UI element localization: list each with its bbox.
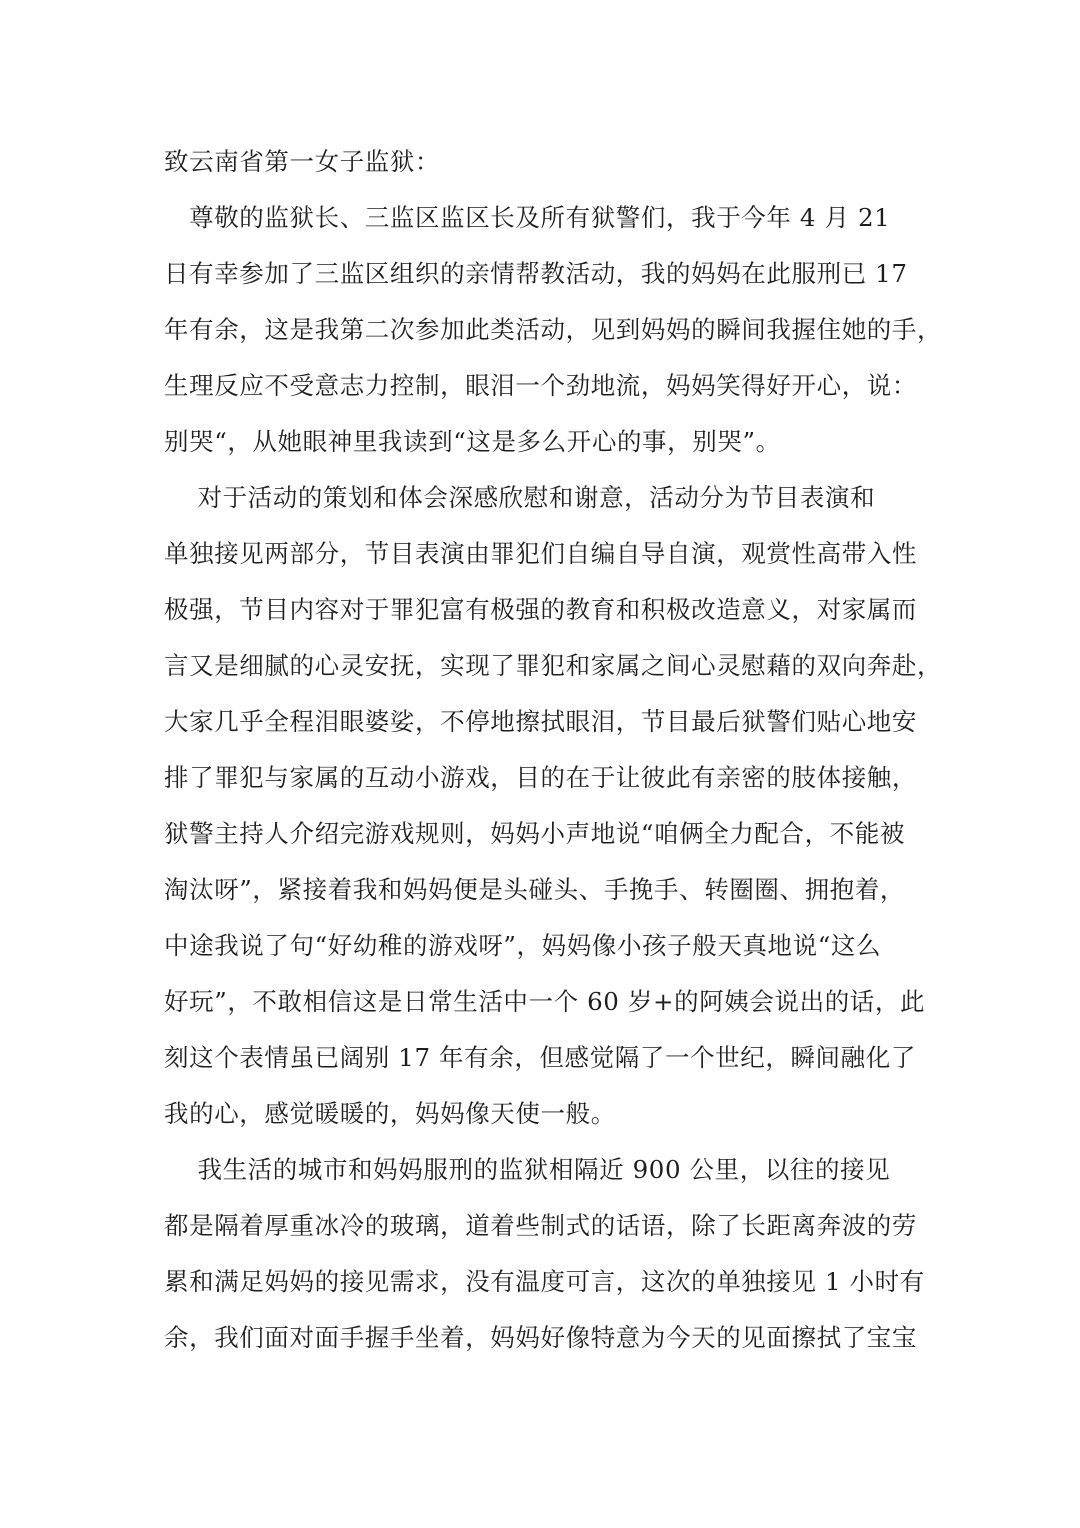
text-line: 极强，节目内容对于罪犯富有极强的教育和积极改造意义，对家属而: [164, 595, 917, 624]
text-line: 狱警主持人介绍完游戏规则，妈妈小声地说“咱俩全力配合，不能被: [164, 819, 906, 848]
text-line: 别哭“，从她眼神里我读到“这是多么开心的事，别哭”。: [164, 427, 781, 456]
letter-body: [164, 134, 943, 1366]
text-line: 言又是细腻的心灵安抚，实现了罪犯和家属之间心灵慰藉的双向奔赴，: [164, 651, 943, 680]
text-line: 单独接见两部分，节目表演由罪犯们自编自导自演，观赏性高带入性: [164, 539, 917, 568]
text-line: 日有幸参加了三监区组织的亲情帮教活动，我的妈妈在此服刑已 17: [164, 259, 908, 288]
text-line: 累和满足妈妈的接见需求，没有温度可言，这次的单独接见 1 小时有: [164, 1267, 925, 1296]
text-line: 尊敬的监狱长、三监区监区长及所有狱警们，我于今年 4 月 21: [164, 203, 891, 232]
text-line: 生理反应不受意志力控制，眼泪一个劲地流，妈妈笑得好开心，说：: [164, 371, 917, 400]
text-line: 我的心，感觉暖暖的，妈妈像天使一般。: [164, 1099, 616, 1128]
text-line: 刻这个表情虽已阔别 17 年有余，但感觉隔了一个世纪，瞬间融化了: [164, 1043, 916, 1072]
text-line: 排了罪犯与家属的互动小游戏，目的在于让彼此有亲密的肢体接触，: [164, 763, 917, 792]
text-line: 年有余，这是我第二次参加此类活动，见到妈妈的瞬间我握住她的手，: [164, 315, 943, 344]
text-line: 好玩”，不敢相信这是日常生活中一个 60 岁+的阿姨会说出的话，此: [164, 987, 926, 1016]
salutation: 致云南省第一女子监狱：: [164, 147, 441, 176]
text-line: 对于活动的策划和体会深感欣慰和谢意，活动分为节目表演和: [164, 483, 876, 512]
text-line: 中途我说了句“好幼稚的游戏呀”，妈妈像小孩子般天真地说“这么: [164, 931, 882, 960]
text-line: 淘汰呀”，紧接着我和妈妈便是头碰头、手挽手、转圈圈、拥抱着，: [164, 875, 906, 904]
text-line: 余，我们面对面手握手坐着，妈妈好像特意为今天的见面擦拭了宝宝: [164, 1323, 917, 1352]
text-line: 都是隔着厚重冰冷的玻璃，道着些制式的话语，除了长距离奔波的劳: [164, 1211, 917, 1240]
text-line: 大家几乎全程泪眼婆娑，不停地擦拭眼泪，节目最后狱警们贴心地安: [164, 707, 917, 736]
text-line: 我生活的城市和妈妈服刑的监狱相隔近 900 公里，以往的接见: [164, 1155, 891, 1184]
